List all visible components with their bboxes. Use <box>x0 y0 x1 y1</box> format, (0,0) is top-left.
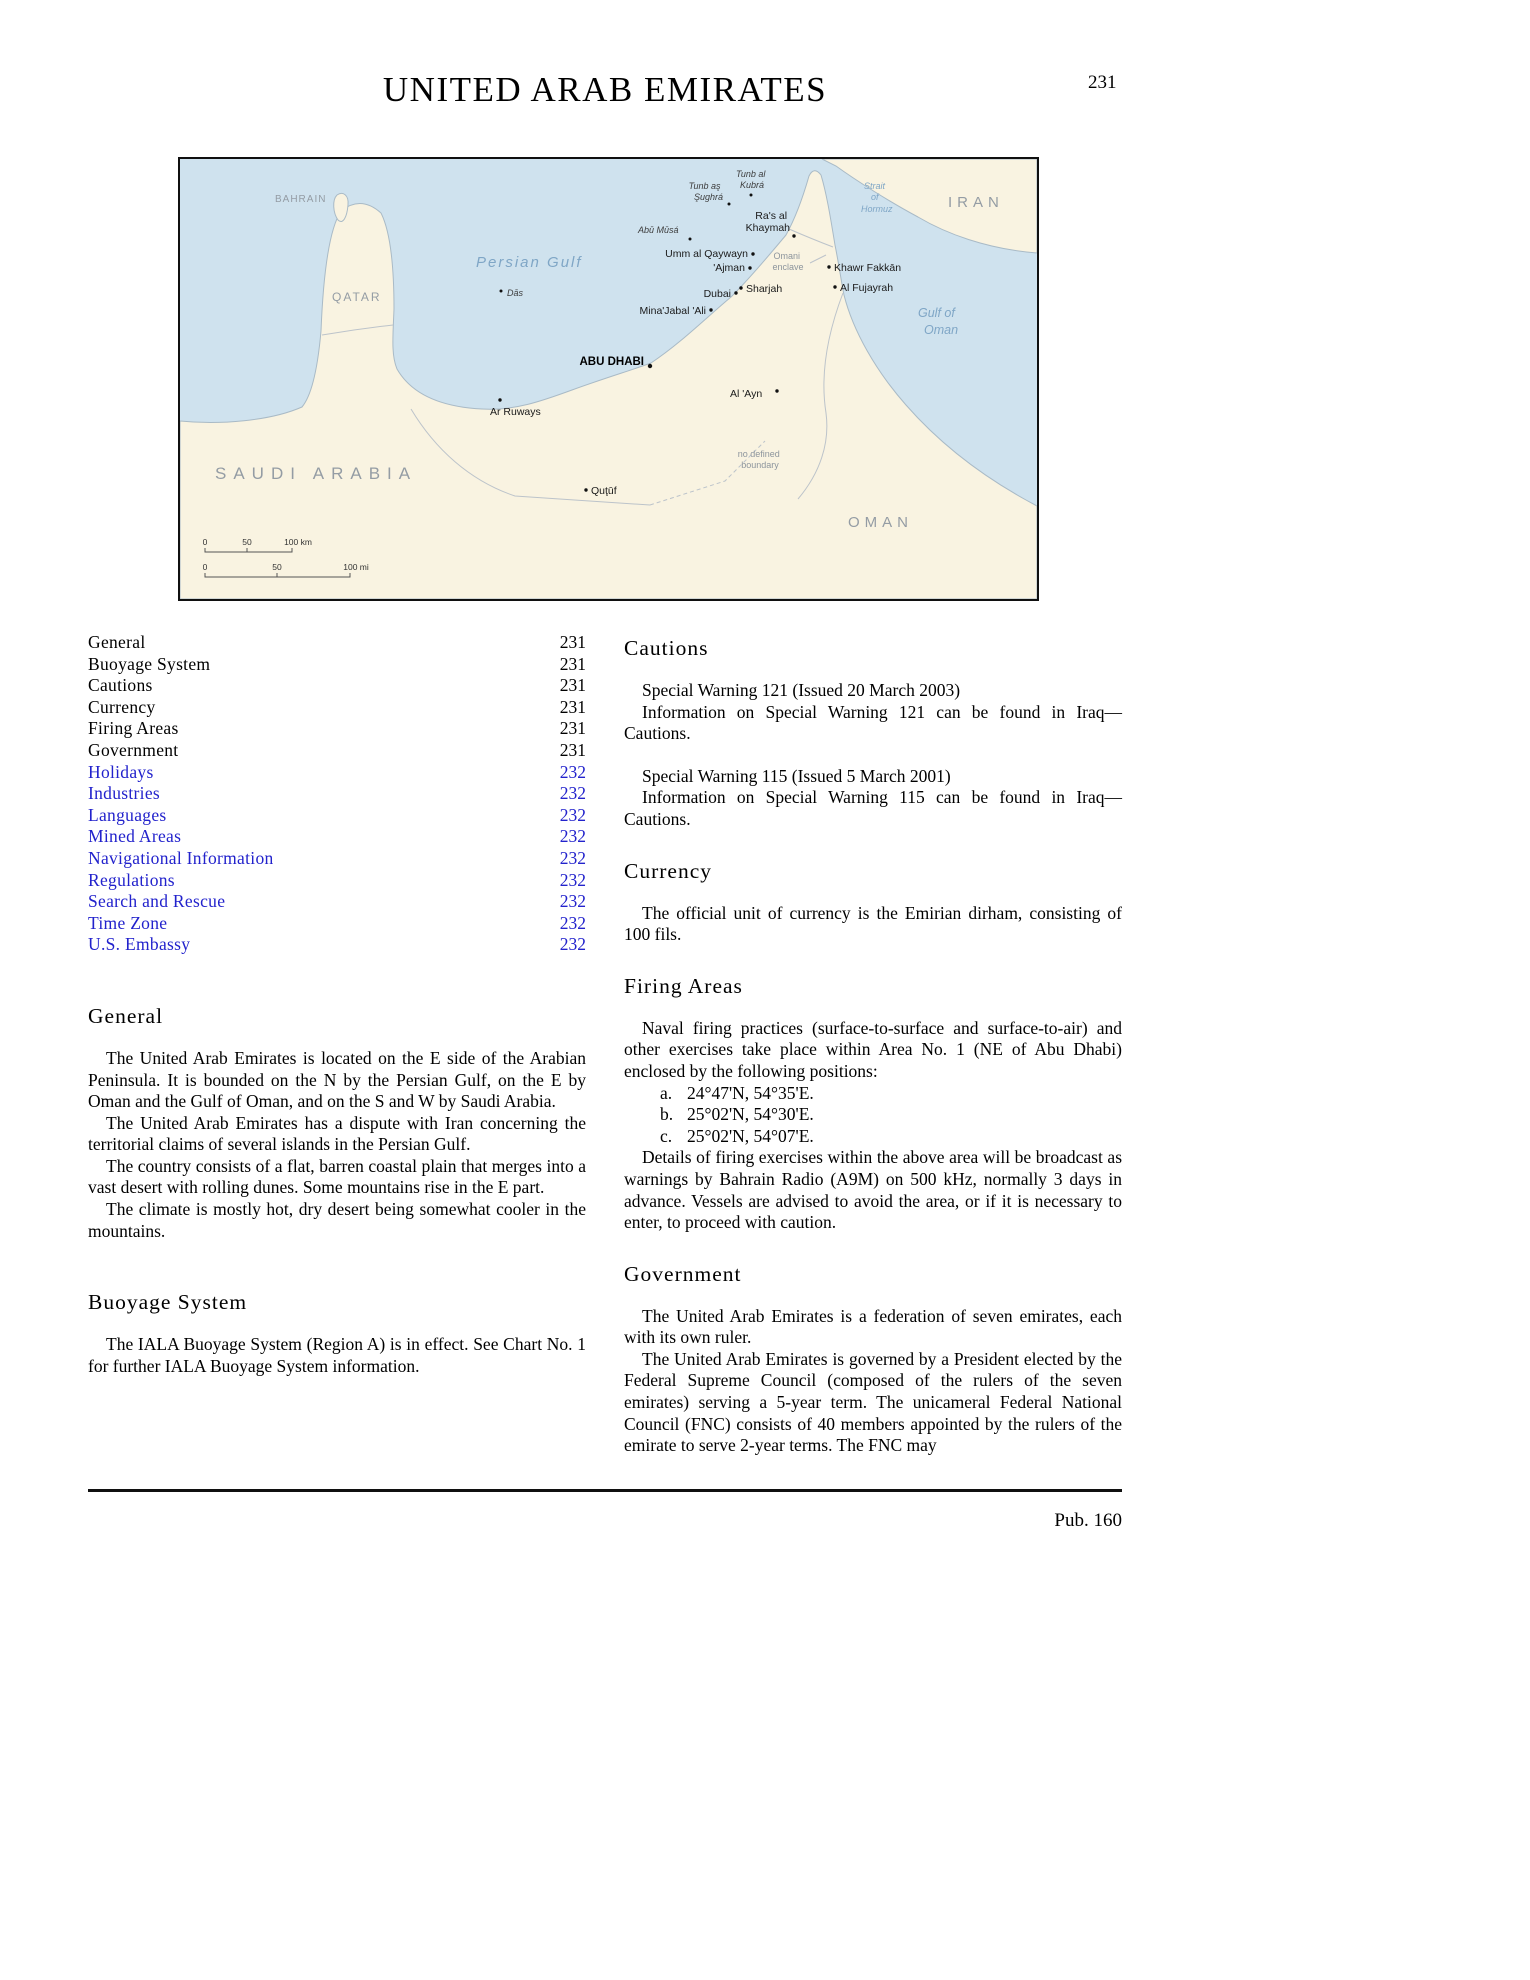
map-note-no-defined-boundary: no defined boundary <box>737 449 780 470</box>
right-column <box>624 632 1122 1457</box>
toc-entry-buoyage-system: Buoyage System 231 <box>88 653 586 674</box>
map-label-gulf-of-oman: Gulf of Oman <box>918 306 959 337</box>
map-label-ras-al-khaymah: Ra's al Khaymah <box>745 210 790 234</box>
ar-ruways-marker <box>498 398 501 401</box>
svg-text:0: 0 <box>202 537 208 547</box>
toc-entry-government: Government 231 <box>88 739 586 760</box>
toc-entry-firing-areas: Firing Areas 231 <box>88 718 586 739</box>
map-label-sharjah: Sharjah <box>746 283 783 295</box>
toc-entry-languages[interactable]: Languages 232 <box>88 804 586 825</box>
section-cautions <box>624 634 1122 831</box>
map-label-strait-of-hormuz: Strait of Hormuz <box>861 181 893 214</box>
ras-al-khaymah-marker <box>792 234 795 237</box>
government-paragraph: The United Arab Emirates is governed by a President elected by the Federal Supreme Council (composed of the rulers of the seven emirates) serving a 5-year term. The unicameral Federal National Council (FNC) consists of 40 members appointed by the rulers of the emirate to serve 2-year terms. The FNC may <box>624 1348 1122 1456</box>
map-label-das: Dās <box>507 288 524 298</box>
map-label-dubai: Dubai <box>703 288 731 300</box>
footer-rule <box>88 1489 1122 1492</box>
ajman-marker <box>748 266 751 269</box>
map-label-abu-dhabi: ABU DHABI <box>579 356 644 368</box>
page-number: 231 <box>1088 72 1117 93</box>
dubai-marker <box>734 291 737 294</box>
table-of-contents <box>88 632 586 956</box>
section-government <box>624 1260 1122 1457</box>
abu-musa-marker <box>689 238 692 241</box>
map-svg <box>180 159 1037 599</box>
toc-entry-general: General 231 <box>88 632 586 652</box>
mina-jabal-ali-marker <box>709 308 712 311</box>
toc-entry-search-and-rescue[interactable]: Search and Rescue 232 <box>88 891 586 912</box>
toc-entry-holidays[interactable]: Holidays 232 <box>88 761 586 782</box>
firing-areas-intro: Naval firing practices (surface-to-surface and surface-to-air) and other exercises take place within Area No. 1 (NE of Abu Dhabi) enclosed by the following positions: <box>624 1017 1122 1081</box>
toc-entry-time-zone[interactable]: Time Zone 232 <box>88 912 586 933</box>
general-paragraph: The United Arab Emirates is located on the E side of the Arabian Peninsula. It is bounded on the N by the Persian Gulf, on the E by Oman and the Gulf of Oman, and on the S and W by Saudi Arabia. <box>88 1047 586 1112</box>
map-label-mina-jabal-ali: Mina'Jabal 'Ali <box>639 305 706 317</box>
map-label-khawr-fakkan: Khawr Fakkān <box>834 262 902 274</box>
page-title: UNITED ARAB EMIRATES <box>382 70 828 109</box>
umm-al-qaywayn-marker <box>751 252 754 255</box>
map-label-iran: IRAN <box>948 194 1004 211</box>
map-label-ajman: 'Ajman <box>713 262 745 274</box>
publication-footer: Pub. 160 <box>1054 1510 1122 1531</box>
general-paragraph: The country consists of a flat, barren coastal plain that merges into a vast desert with rolling dunes. Some mountains rise in the E part. <box>88 1155 586 1198</box>
tunb-kubra-marker <box>750 194 753 197</box>
toc-entry-navigational-information[interactable]: Navigational Information 232 <box>88 847 586 868</box>
map-label-persian-gulf: Persian Gulf <box>476 254 583 271</box>
sharjah-marker <box>739 286 742 289</box>
tunb-sughra-marker <box>728 203 731 206</box>
general-paragraph: The United Arab Emirates has a dispute with Iran concerning the territorial claims of several islands in the Persian Gulf. <box>88 1112 586 1155</box>
two-column-body <box>88 632 1122 1457</box>
toc-entry-us-embassy[interactable]: U.S. Embassy 232 <box>88 934 586 955</box>
government-paragraph: The United Arab Emirates is a federation of seven emirates, each with its own ruler. <box>624 1305 1122 1348</box>
firing-position-b: b. 25°02'N, 54°30'E. <box>660 1104 814 1125</box>
map-label-tunb-as-sughra: Tunb aş Şughrá <box>688 181 723 202</box>
map-label-oman: OMAN <box>848 514 913 531</box>
svg-text:100 km: 100 km <box>284 537 312 547</box>
map-label-saudi-arabia: SAUDI ARABIA <box>215 464 418 483</box>
special-warning-121 <box>624 680 1122 745</box>
general-heading: General <box>88 1003 164 1028</box>
khawr-fakkan-marker <box>827 265 830 268</box>
general-paragraph: The climate is mostly hot, dry desert being somewhat cooler in the mountains. <box>88 1199 586 1241</box>
toc-entry-currency: Currency 231 <box>88 696 586 717</box>
map-label-abu-musa: Abū Mūsá <box>638 225 679 235</box>
buoyage-heading: Buoyage System <box>88 1290 248 1315</box>
qutuf-marker <box>584 488 587 491</box>
left-column <box>88 632 586 1457</box>
svg-text:50: 50 <box>242 537 252 547</box>
map-label-al-ayn: Al 'Ayn <box>730 388 763 400</box>
buoyage-paragraph: The IALA Buoyage System (Region A) is in effect. See Chart No. 1 for further IALA Buoyage System information. <box>88 1334 586 1376</box>
abu-dhabi-marker <box>648 364 652 368</box>
firing-position-c: c. 25°02'N, 54°07'E. <box>660 1125 814 1146</box>
map-label-umm-al-qaywayn: Umm al Qaywayn <box>665 248 748 260</box>
toc-entry-mined-areas[interactable]: Mined Areas 232 <box>88 826 586 847</box>
firing-position-a: a. 24°47'N, 54°35'E. <box>660 1082 814 1103</box>
firing-areas-heading: Firing Areas <box>624 973 743 998</box>
section-buoyage-system <box>88 1288 586 1377</box>
map-label-qatar: QATAR <box>332 290 382 304</box>
cautions-heading: Cautions <box>624 636 709 660</box>
uae-region-map <box>178 157 1039 601</box>
al-fujayrah-marker <box>833 285 836 288</box>
map-label-tunb-al-kubra: Tunb al Kubrá <box>736 169 766 190</box>
toc-entry-industries[interactable]: Industries 232 <box>88 783 586 804</box>
map-label-qutuf: Quţūf <box>591 485 617 497</box>
warning-text: Information on Special Warning 115 can be found in Iraq—Cautions. <box>624 787 1122 829</box>
section-general <box>88 1002 586 1242</box>
toc-entry-regulations[interactable]: Regulations 232 <box>88 869 586 890</box>
currency-heading: Currency <box>624 858 712 883</box>
map-label-al-fujayrah: Al Fujayrah <box>840 282 894 294</box>
section-currency <box>624 857 1122 946</box>
map-label-bahrain: BAHRAIN <box>275 194 327 205</box>
map-note-omani-enclave: Omani enclave <box>772 251 804 272</box>
svg-text:50: 50 <box>272 562 282 572</box>
toc-entry-cautions: Cautions 231 <box>88 675 586 696</box>
section-firing-areas <box>624 972 1122 1234</box>
das-island-marker <box>500 290 503 293</box>
al-ayn-marker <box>775 389 778 392</box>
svg-text:100 mi: 100 mi <box>343 562 369 572</box>
warning-text: Information on Special Warning 121 can be found in Iraq—Cautions. <box>624 701 1122 744</box>
government-heading: Government <box>624 1261 742 1286</box>
currency-paragraph: The official unit of currency is the Emirian dirham, consisting of 100 fils. <box>624 902 1122 945</box>
svg-text:0: 0 <box>202 562 208 572</box>
warning-title: Special Warning 121 (Issued 20 March 2003) <box>642 680 961 700</box>
special-warning-115 <box>624 766 1122 831</box>
warning-title: Special Warning 115 (Issued 5 March 2001) <box>642 765 951 786</box>
map-label-ar-ruways: Ar Ruways <box>490 406 541 418</box>
firing-areas-outro: Details of firing exercises within the above area will be broadcast as warnings by Bahrain Radio (A9M) on 500 kHz, normally 3 days in advance. Vessels are advised to avoid the area, or if it is necessary to enter, to proceed with caution. <box>624 1147 1122 1233</box>
